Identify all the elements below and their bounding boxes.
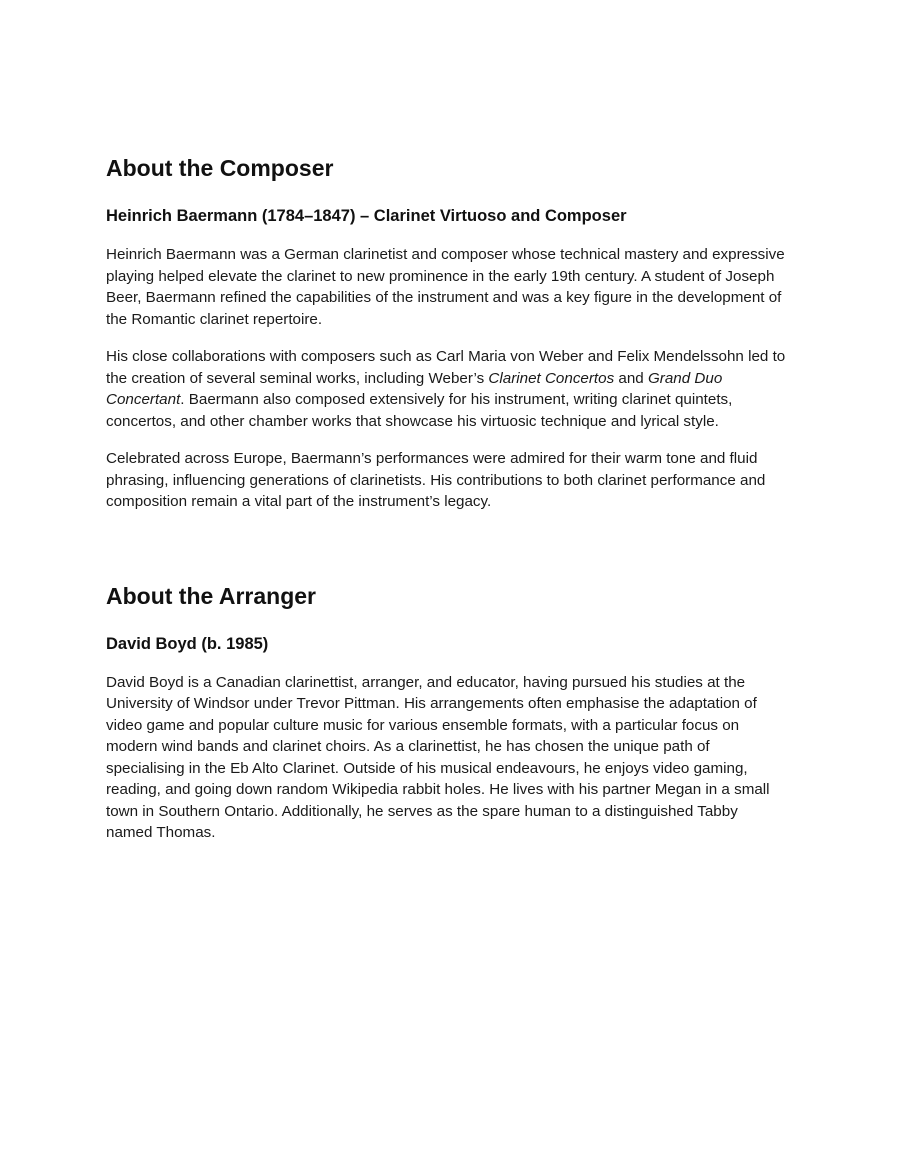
composer-p2-italic-2: Grand Duo Concertant: [106, 369, 723, 408]
composer-paragraph-2: [106, 346, 786, 432]
composer-paragraph-3: Celebrated across Europe, Baermann’s performances were admired for their warm tone and fluid phrasing, influencing generations of clarinetists. His contributions to both clarinet performance and composition remain a vital part of the instrument’s legacy.: [106, 450, 766, 510]
composer-heading: About the Composer: [106, 155, 334, 181]
composer-p2-text-1: His close collaborations with composers such as Carl Maria von Weber and Felix Mendelssohn led to the creation of several seminal works, including Weber’s: [106, 348, 786, 387]
composer-p2-italic-1: Clarinet Concertos: [488, 369, 615, 387]
arranger-paragraph-1: David Boyd is a Canadian clarinettist, arranger, and educator, having pursued his studies at the University of Windsor under Trevor Pittman. His arrangements often emphasise the adaptation of video game and popular culture music for various ensemble formats, with a particular focus on modern wind bands and clarinet choirs. As a clarinettist, he has chosen the unique path of specialising in the Eb Alto Clarinet. Outside of his musical endeavours, he enjoys video gaming, reading, and going down random Wikipedia rabbit holes. He lives with his partner Megan in a small town in Southern Ontario. Additionally, he serves as the spare human to a distinguished Tabby named Thomas.: [106, 673, 770, 841]
arranger-heading: About the Arranger: [106, 582, 316, 609]
section-spacer: [106, 529, 794, 581]
composer-section: [106, 153, 794, 513]
composer-p2-text-3: . Baermann also composed extensively for his instrument, writing clarinet quintets, concertos, and other chamber works that showcase his virtuosic technique and lyrical style.: [106, 391, 733, 430]
arranger-section: [106, 581, 794, 844]
arranger-subheading: David Boyd (b. 1985): [106, 634, 269, 653]
composer-p2-text-2: and: [614, 369, 648, 387]
composer-subheading: Heinrich Baermann (1784–1847) – Clarinet Virtuoso and Composer: [106, 207, 627, 225]
composer-paragraph-1: Heinrich Baermann was a German clarinetist and composer whose technical mastery and expressive playing helped elevate the clarinet to new prominence in the early 19th century. A student of Joseph Beer, Baermann refined the capabilities of the instrument and was a key figure in the development of the Romantic clarinet repertoire.: [106, 246, 785, 328]
